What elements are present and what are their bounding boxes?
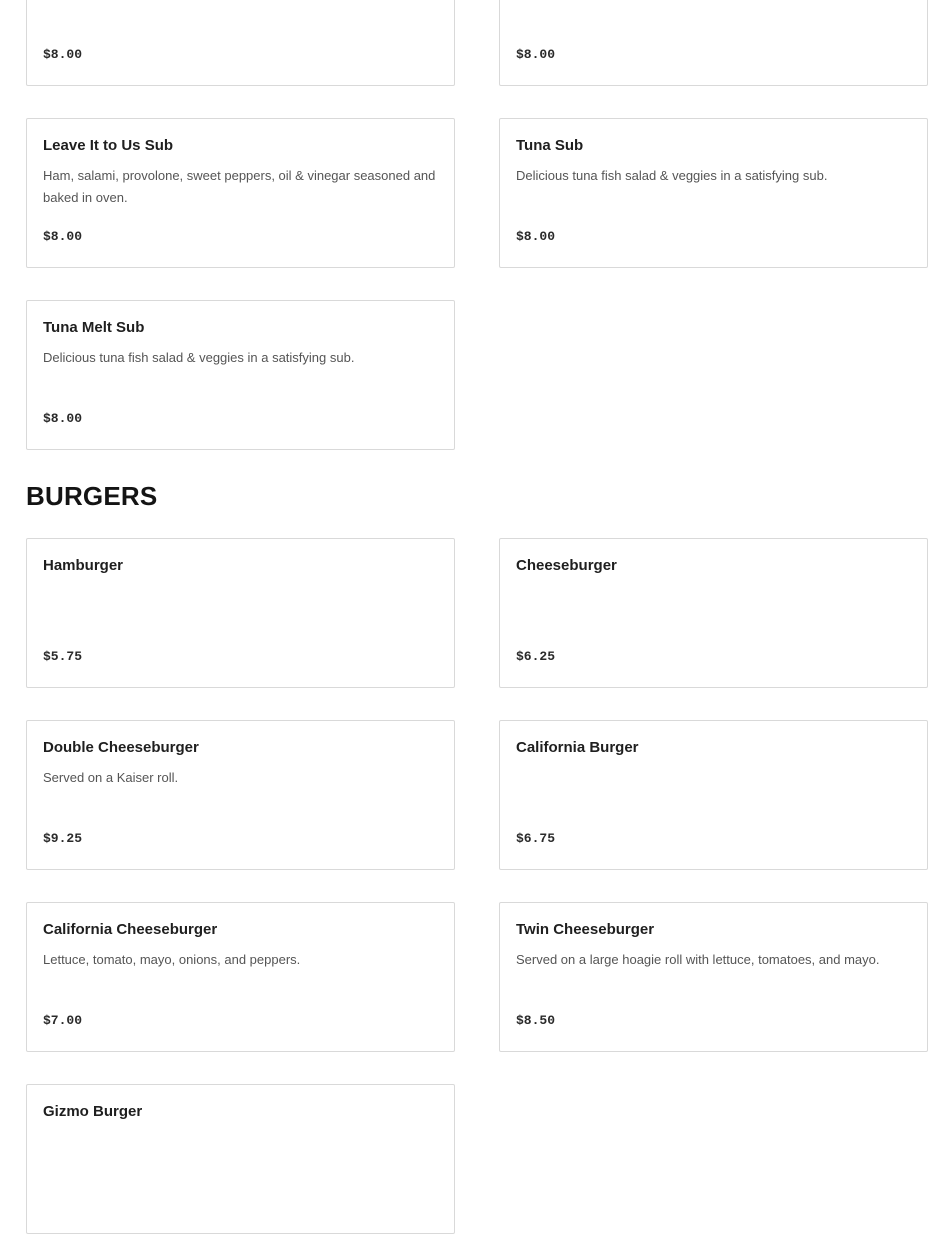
- menu-item-card[interactable]: [499, 720, 928, 870]
- menu-item-card[interactable]: [26, 118, 455, 268]
- item-price: $5.75: [43, 649, 83, 664]
- item-name: Cheeseburger: [516, 557, 617, 574]
- item-price: $8.00: [516, 229, 556, 244]
- menu-item-card[interactable]: [26, 902, 455, 1052]
- item-price: $8.00: [516, 47, 556, 62]
- item-description: Ham, salami, provolone, sweet peppers, oil & vinegar seasoned and baked in oven.: [43, 168, 436, 205]
- section-title-burgers: BURGERS: [26, 481, 158, 511]
- menu-item-card[interactable]: [26, 720, 455, 870]
- item-description: Delicious tuna fish salad & veggies in a satisfying sub.: [516, 168, 828, 183]
- menu-item-card[interactable]: [499, 538, 928, 688]
- item-price: $8.00: [43, 47, 83, 62]
- item-name: Leave It to Us Sub: [43, 137, 174, 154]
- item-name: Gizmo Burger: [43, 1103, 143, 1120]
- item-description: Served on a Kaiser roll.: [43, 770, 179, 785]
- item-price: $6.75: [516, 831, 556, 846]
- item-price: $8.00: [43, 229, 83, 244]
- item-name: Twin Cheeseburger: [516, 921, 655, 938]
- menu-item-card[interactable]: [499, 0, 928, 86]
- item-name: Tuna Sub: [516, 137, 584, 154]
- menu-item-card[interactable]: [26, 300, 455, 450]
- item-name: California Cheeseburger: [43, 921, 218, 938]
- item-price: $8.00: [43, 411, 83, 426]
- menu-item-card[interactable]: [26, 0, 455, 86]
- item-price: $8.50: [516, 1013, 556, 1028]
- menu-item-card[interactable]: [499, 902, 928, 1052]
- menu-item-card[interactable]: [499, 118, 928, 268]
- item-price: $7.00: [43, 1013, 83, 1028]
- item-name: Tuna Melt Sub: [43, 319, 145, 336]
- menu-item-card[interactable]: [26, 1084, 455, 1234]
- item-name: California Burger: [516, 739, 639, 756]
- item-description: Lettuce, tomato, mayo, onions, and peppers.: [43, 952, 301, 967]
- item-price: $9.25: [43, 831, 83, 846]
- item-description: Delicious tuna fish salad & veggies in a satisfying sub.: [43, 350, 355, 365]
- item-description: Served on a large hoagie roll with lettuce, tomatoes, and mayo.: [516, 952, 880, 967]
- item-price: $6.25: [516, 649, 556, 664]
- item-name: Hamburger: [43, 557, 124, 574]
- item-name: Double Cheeseburger: [43, 739, 199, 756]
- menu-item-card[interactable]: [26, 538, 455, 688]
